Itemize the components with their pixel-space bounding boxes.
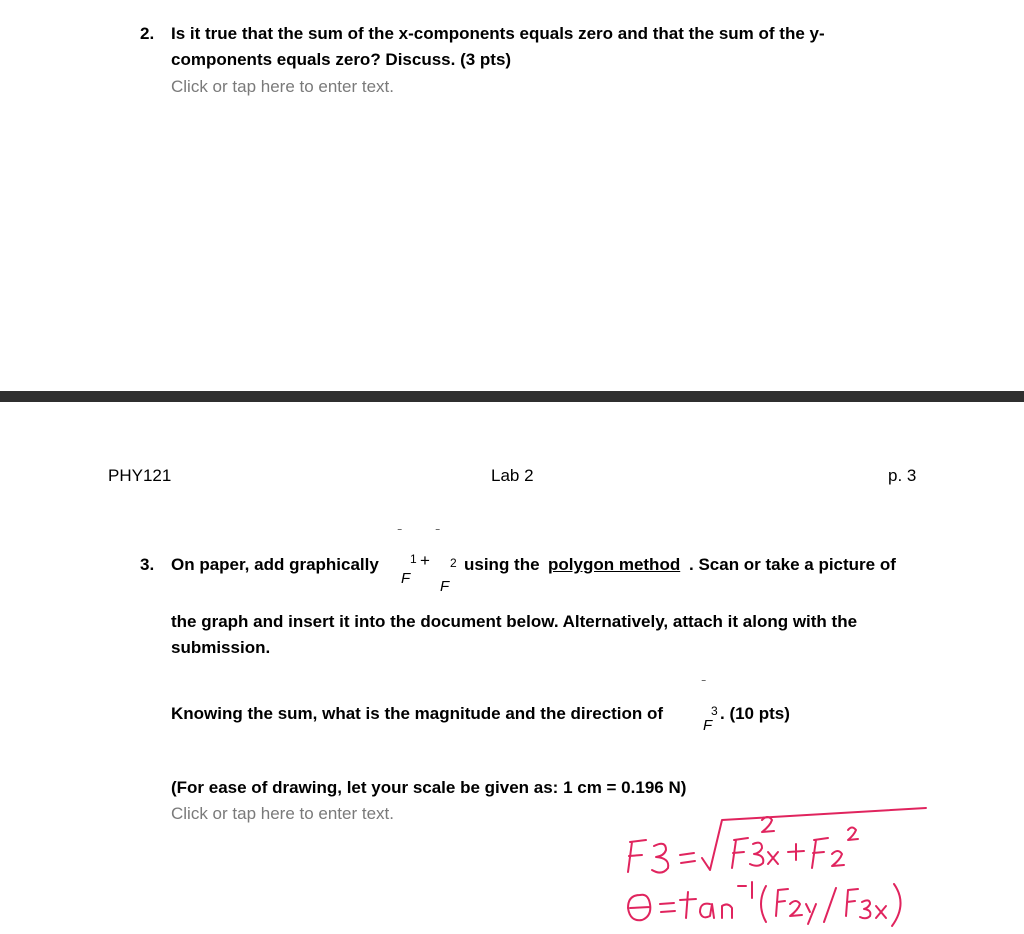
vector-f3-symbol: F — [703, 717, 713, 734]
q3-number: 3. — [140, 555, 155, 574]
handwritten-formula — [610, 800, 940, 930]
plus-sign: + — [420, 551, 430, 570]
vector-bar-1: ‾ — [398, 529, 402, 540]
header-lab: Lab 2 — [491, 466, 534, 485]
q2-line1: Is it true that the sum of the x-components equals zero and that the sum of the y- — [171, 24, 825, 43]
q3-line1-start: On paper, add graphically — [171, 555, 379, 574]
q3-knowing: Knowing the sum, what is the magnitude and the direction of — [171, 704, 664, 723]
polygon-method-link: polygon method — [548, 555, 681, 574]
q3-line3: submission. — [171, 638, 271, 657]
q2-answer-placeholder[interactable]: Click or tap here to enter text. — [171, 77, 394, 96]
vector-f2-symbol: F — [440, 578, 450, 595]
vector-bar-3: ‾ — [702, 680, 706, 691]
page-break — [0, 391, 1024, 402]
vector-f1-symbol: F — [401, 570, 411, 587]
q3-line2: the graph and insert it into the document below. Alternatively, attach it along with the — [171, 612, 858, 631]
header-page-number: p. 3 — [888, 466, 917, 485]
q2-line2: components equals zero? Discuss. (3 pts) — [171, 50, 512, 69]
vector-bar-2: ‾ — [436, 529, 440, 540]
vector-sub-2: 2 — [450, 556, 457, 570]
q3-answer-placeholder[interactable]: Click or tap here to enter text. — [171, 804, 394, 823]
vector-sub-3: 3 — [711, 704, 718, 718]
q3-knowing-end: . (10 pts) — [720, 704, 790, 723]
q3-line1-using: using the — [464, 555, 540, 574]
header-course: PHY121 — [108, 466, 172, 485]
q3-line1-end: . Scan or take a picture of — [689, 555, 896, 574]
vector-sub-1: 1 — [410, 552, 417, 566]
q2-number: 2. — [140, 24, 155, 43]
q3-scale: (For ease of drawing, let your scale be given as: 1 cm = 0.196 N) — [171, 778, 687, 797]
